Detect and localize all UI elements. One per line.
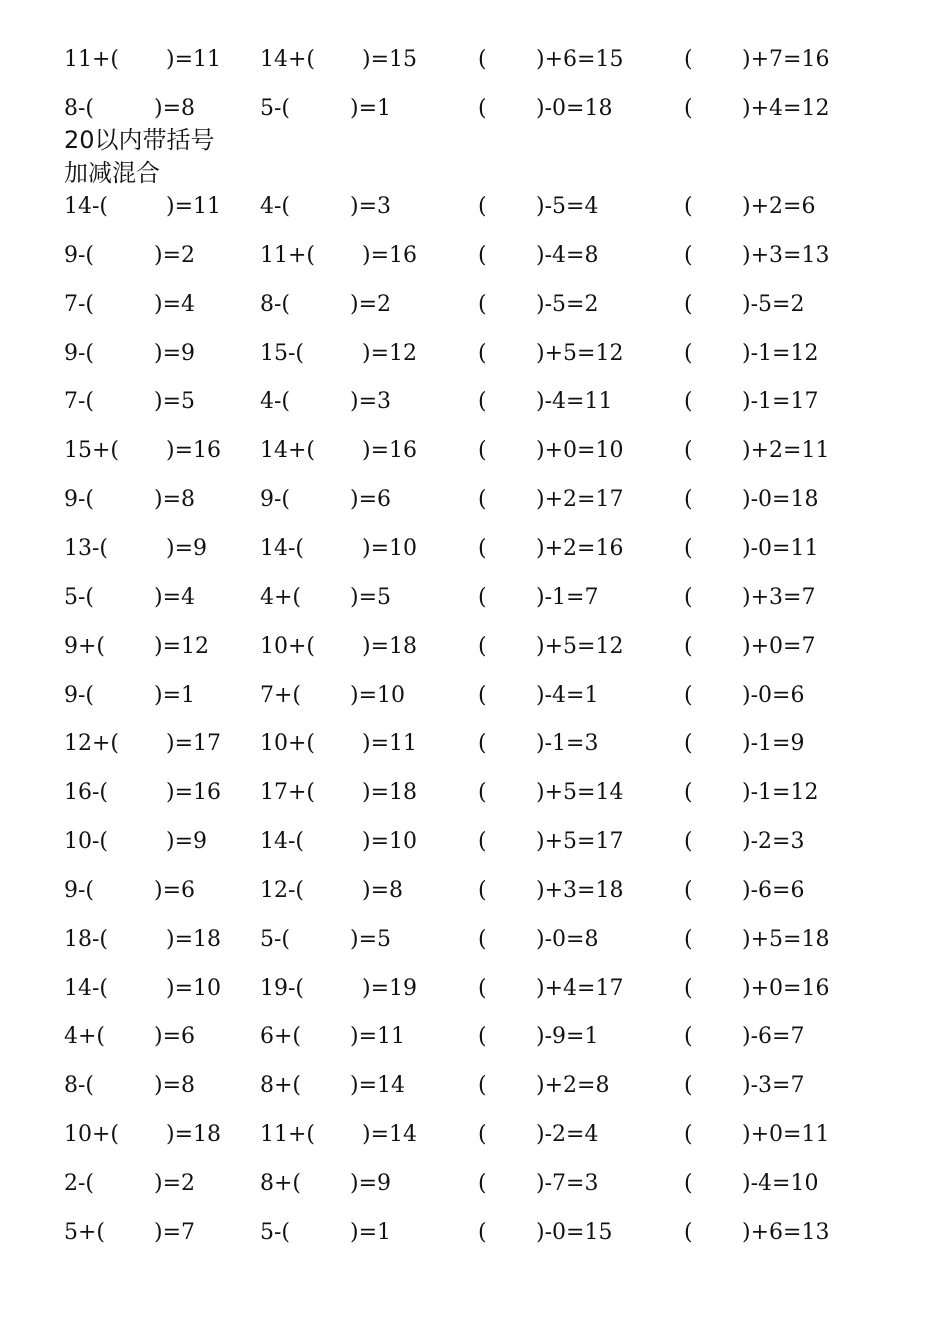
problem-right: )+0=10 — [536, 438, 624, 463]
problem-left: ( — [478, 976, 487, 1001]
problem-right: )+2=8 — [536, 1073, 610, 1098]
problem-left: 15-( — [260, 341, 305, 366]
problem-left: 8-( — [64, 96, 95, 121]
problem-left: 8+( — [260, 1073, 302, 1098]
problem-row — [0, 480, 950, 520]
problem-left: ( — [684, 536, 693, 561]
problem-left: 10+( — [260, 634, 316, 659]
problem-right: )=19 — [362, 976, 418, 1001]
problem-row — [0, 871, 950, 911]
problem-right: )=10 — [362, 536, 418, 561]
problem-left: 4-( — [260, 389, 291, 414]
problem-right: )=16 — [362, 438, 418, 463]
problem-right: )-1=12 — [742, 341, 819, 366]
problem-left: ( — [478, 292, 487, 317]
problem-row — [0, 236, 950, 276]
problem-left: ( — [684, 1171, 693, 1196]
problem-row — [0, 920, 950, 960]
problem-right: )=12 — [154, 634, 210, 659]
problem-right: )=3 — [350, 194, 392, 219]
problem-right: )+0=16 — [742, 976, 830, 1001]
problem-row — [0, 1017, 950, 1057]
problem-right: )=11 — [350, 1024, 406, 1049]
problem-right: )=1 — [154, 683, 196, 708]
problem-left: 4-( — [260, 194, 291, 219]
problem-right: )=16 — [166, 438, 222, 463]
problem-left: 9+( — [64, 634, 106, 659]
problem-left: ( — [684, 194, 693, 219]
problem-row — [0, 529, 950, 569]
problem-row — [0, 431, 950, 471]
problem-right: )=8 — [154, 96, 196, 121]
problem-right: )=2 — [350, 292, 392, 317]
problem-right: )=1 — [350, 96, 392, 121]
problem-right: )=17 — [166, 731, 222, 756]
problem-right: )=14 — [362, 1122, 418, 1147]
problem-left: ( — [684, 243, 693, 268]
problem-left: ( — [684, 1024, 693, 1049]
worksheet-title: 20以内带括号加减混合 — [64, 126, 215, 187]
problem-right: )-1=17 — [742, 389, 819, 414]
problem-left: 16-( — [64, 780, 109, 805]
problem-left: ( — [478, 1122, 487, 1147]
problem-right: )=12 — [362, 341, 418, 366]
problem-left: ( — [478, 1220, 487, 1245]
problem-row — [0, 285, 950, 325]
problem-left: ( — [478, 683, 487, 708]
problem-right: )=7 — [154, 1220, 196, 1245]
problem-right: )=5 — [350, 927, 392, 952]
problem-right: )-6=7 — [742, 1024, 805, 1049]
problem-right: )-4=8 — [536, 243, 599, 268]
problem-left: 8+( — [260, 1171, 302, 1196]
problem-left: ( — [478, 585, 487, 610]
problem-right: )=10 — [362, 829, 418, 854]
problem-right: )-5=2 — [536, 292, 599, 317]
problem-left: ( — [478, 927, 487, 952]
problem-right: )=18 — [362, 780, 418, 805]
problem-left: 5-( — [260, 96, 291, 121]
problem-right: )+5=17 — [536, 829, 624, 854]
problem-left: ( — [684, 341, 693, 366]
problem-left: 11+( — [260, 243, 316, 268]
problem-left: 7-( — [64, 292, 95, 317]
problem-row — [0, 773, 950, 813]
problem-right: )=11 — [166, 194, 222, 219]
problem-left: 8-( — [260, 292, 291, 317]
problem-right: )+2=17 — [536, 487, 624, 512]
problem-right: )=4 — [154, 292, 196, 317]
problem-right: )=4 — [154, 585, 196, 610]
problem-left: ( — [478, 96, 487, 121]
problem-left: 5-( — [260, 1220, 291, 1245]
problem-right: )+7=16 — [742, 47, 830, 72]
problem-right: )=6 — [154, 878, 196, 903]
problem-left: 7-( — [64, 389, 95, 414]
problem-right: )+5=12 — [536, 341, 624, 366]
problem-left: 9-( — [64, 243, 95, 268]
problem-left: ( — [684, 389, 693, 414]
problem-right: )=11 — [362, 731, 418, 756]
problem-right: )=8 — [154, 1073, 196, 1098]
problem-right: )=8 — [362, 878, 404, 903]
problem-right: )=10 — [350, 683, 406, 708]
problem-right: )-1=12 — [742, 780, 819, 805]
problem-right: )+5=12 — [536, 634, 624, 659]
problem-row — [0, 578, 950, 618]
problem-row — [0, 187, 950, 227]
problem-right: )=9 — [154, 341, 196, 366]
problem-right: )-7=3 — [536, 1171, 599, 1196]
problem-left: 14-( — [64, 194, 109, 219]
problem-left: 11+( — [64, 47, 120, 72]
problem-left: 14-( — [260, 829, 305, 854]
problem-left: ( — [684, 927, 693, 952]
problem-left: ( — [478, 1024, 487, 1049]
problem-row — [0, 822, 950, 862]
problem-row — [0, 89, 950, 129]
problem-right: )-0=8 — [536, 927, 599, 952]
problem-right: )-4=10 — [742, 1171, 819, 1196]
problem-row — [0, 40, 950, 80]
problem-left: ( — [478, 1073, 487, 1098]
problem-right: )-6=6 — [742, 878, 805, 903]
problem-right: )-0=6 — [742, 683, 805, 708]
problem-right: )-1=7 — [536, 585, 599, 610]
problem-right: )=5 — [154, 389, 196, 414]
problem-row — [0, 676, 950, 716]
problem-left: ( — [478, 780, 487, 805]
problem-row — [0, 334, 950, 374]
problem-right: )=8 — [154, 487, 196, 512]
problem-left: ( — [478, 829, 487, 854]
problem-left: 10+( — [64, 1122, 120, 1147]
problem-right: )-0=11 — [742, 536, 819, 561]
problem-left: ( — [684, 829, 693, 854]
problem-left: 5-( — [64, 585, 95, 610]
problem-left: 18-( — [64, 927, 109, 952]
problem-left: 5+( — [64, 1220, 106, 1245]
problem-left: ( — [684, 96, 693, 121]
problem-left: ( — [684, 878, 693, 903]
problem-left: 9-( — [64, 487, 95, 512]
problem-right: )=18 — [166, 927, 222, 952]
problem-right: )-0=18 — [536, 96, 613, 121]
problem-right: )=6 — [154, 1024, 196, 1049]
problem-left: 12+( — [64, 731, 120, 756]
problem-left: ( — [684, 976, 693, 1001]
problem-right: )=18 — [362, 634, 418, 659]
problem-right: )=5 — [350, 585, 392, 610]
problem-left: 4+( — [260, 585, 302, 610]
problem-right: )-4=11 — [536, 389, 613, 414]
problem-right: )=18 — [166, 1122, 222, 1147]
problem-right: )+3=7 — [742, 585, 816, 610]
problem-left: ( — [478, 194, 487, 219]
problem-left: 12-( — [260, 878, 305, 903]
problem-left: 15+( — [64, 438, 120, 463]
problem-right: )=6 — [350, 487, 392, 512]
problem-left: 17+( — [260, 780, 316, 805]
problem-left: ( — [478, 731, 487, 756]
problem-right: )+3=13 — [742, 243, 830, 268]
problem-right: )-3=7 — [742, 1073, 805, 1098]
problem-right: )-0=18 — [742, 487, 819, 512]
problem-left: ( — [478, 1171, 487, 1196]
problem-right: )=16 — [362, 243, 418, 268]
problem-left: 6+( — [260, 1024, 302, 1049]
problem-right: )+6=13 — [742, 1220, 830, 1245]
problem-right: )=3 — [350, 389, 392, 414]
problem-left: 14-( — [64, 976, 109, 1001]
problem-right: )-2=4 — [536, 1122, 599, 1147]
problem-left: 4+( — [64, 1024, 106, 1049]
problem-row — [0, 969, 950, 1009]
problem-right: )+6=15 — [536, 47, 624, 72]
problem-left: 19-( — [260, 976, 305, 1001]
problem-left: ( — [478, 389, 487, 414]
problem-right: )-9=1 — [536, 1024, 599, 1049]
problem-right: )+2=11 — [742, 438, 830, 463]
problem-left: 7+( — [260, 683, 302, 708]
problem-left: 13-( — [64, 536, 109, 561]
problem-right: )=10 — [166, 976, 222, 1001]
problem-left: ( — [684, 47, 693, 72]
problem-left: ( — [478, 47, 487, 72]
problem-right: )=2 — [154, 1171, 196, 1196]
problem-left: 9-( — [64, 683, 95, 708]
problem-left: 11+( — [260, 1122, 316, 1147]
problem-right: )-0=15 — [536, 1220, 613, 1245]
problem-left: 10-( — [64, 829, 109, 854]
problem-left: ( — [684, 780, 693, 805]
problem-left: 10+( — [260, 731, 316, 756]
problem-left: 14+( — [260, 47, 316, 72]
problem-left: ( — [684, 683, 693, 708]
problem-left: 5-( — [260, 927, 291, 952]
problem-right: )=9 — [166, 536, 208, 561]
problem-right: )+4=12 — [742, 96, 830, 121]
problem-row — [0, 1115, 950, 1155]
problem-row — [0, 724, 950, 764]
problem-right: )=9 — [166, 829, 208, 854]
problem-left: 8-( — [64, 1073, 95, 1098]
problem-right: )-1=3 — [536, 731, 599, 756]
problem-right: )=16 — [166, 780, 222, 805]
problem-right: )=1 — [350, 1220, 392, 1245]
problem-right: )=9 — [350, 1171, 392, 1196]
problem-left: ( — [684, 1073, 693, 1098]
problem-left: ( — [478, 341, 487, 366]
problem-right: )-4=1 — [536, 683, 599, 708]
problem-row — [0, 1066, 950, 1106]
problem-row — [0, 382, 950, 422]
problem-row — [0, 627, 950, 667]
problem-right: )+0=11 — [742, 1122, 830, 1147]
problem-left: ( — [478, 634, 487, 659]
problem-right: )-5=2 — [742, 292, 805, 317]
problem-row — [0, 1213, 950, 1253]
problem-left: 9-( — [64, 878, 95, 903]
problem-right: )=14 — [350, 1073, 406, 1098]
problem-left: 9-( — [64, 341, 95, 366]
problem-right: )=11 — [166, 47, 222, 72]
problem-left: 9-( — [260, 487, 291, 512]
problem-right: )+4=17 — [536, 976, 624, 1001]
problem-left: ( — [478, 878, 487, 903]
problem-left: ( — [684, 487, 693, 512]
problem-left: ( — [684, 1220, 693, 1245]
problem-right: )=15 — [362, 47, 418, 72]
problem-left: ( — [478, 536, 487, 561]
problem-left: ( — [478, 487, 487, 512]
problem-right: )-5=4 — [536, 194, 599, 219]
problem-left: ( — [684, 1122, 693, 1147]
problem-left: ( — [478, 243, 487, 268]
problem-left: 2-( — [64, 1171, 95, 1196]
problem-row — [0, 1164, 950, 1204]
problem-right: )-1=9 — [742, 731, 805, 756]
problem-left: 14-( — [260, 536, 305, 561]
problem-right: )+0=7 — [742, 634, 816, 659]
problem-left: 14+( — [260, 438, 316, 463]
problem-right: )+2=16 — [536, 536, 624, 561]
problem-right: )-2=3 — [742, 829, 805, 854]
problem-right: )=2 — [154, 243, 196, 268]
problem-left: ( — [684, 292, 693, 317]
problem-left: ( — [684, 634, 693, 659]
problem-right: )+3=18 — [536, 878, 624, 903]
problem-left: ( — [684, 585, 693, 610]
problem-right: )+5=18 — [742, 927, 830, 952]
problem-left: ( — [478, 438, 487, 463]
problem-left: ( — [684, 731, 693, 756]
problem-right: )+2=6 — [742, 194, 816, 219]
problem-left: ( — [684, 438, 693, 463]
problem-right: )+5=14 — [536, 780, 624, 805]
